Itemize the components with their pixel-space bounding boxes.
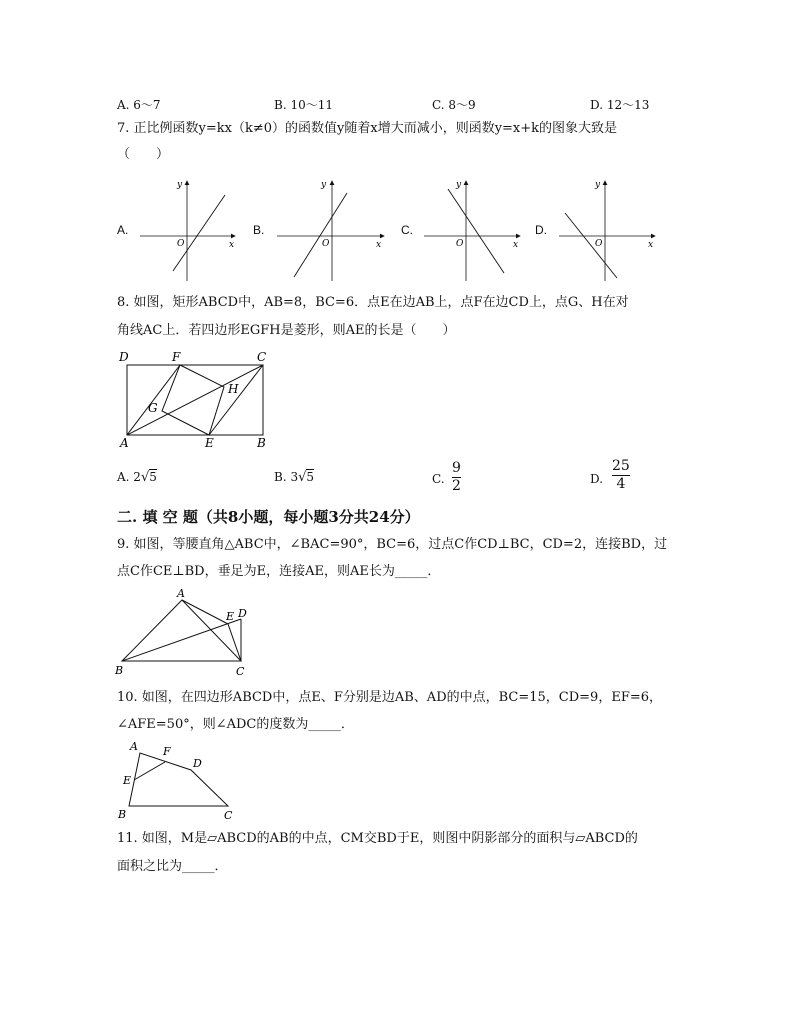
q7-graph-c — [420, 175, 525, 285]
label-c: C — [236, 665, 245, 678]
function-line — [173, 195, 225, 271]
q8-figure-rectangle — [115, 348, 280, 450]
label-b: B — [115, 664, 124, 677]
segment-ec — [209, 365, 263, 435]
q9-stem-line2: 点C作CE⊥BD，垂足为E，连接AE，则AE长为_____． — [117, 564, 441, 579]
q8-option-d-prefix: D. — [590, 472, 604, 486]
label-d: D — [119, 350, 129, 364]
label-h: H — [228, 382, 239, 396]
quadrilateral-abcd — [129, 753, 228, 806]
rhombus-egfh — [162, 365, 224, 435]
q7-stem-line1: 7. 正比例函数y=kx（k≠0）的函数值y随着x增大而减小，则函数y=x+k的图象大致是 — [117, 121, 618, 136]
origin-label: O — [322, 239, 330, 249]
q8-option-b-radicand: 5 — [306, 470, 315, 484]
origin-label: O — [177, 239, 185, 249]
q7-graph-label-d: D. — [535, 223, 547, 237]
q6-option-c: C. 8～9 — [432, 98, 476, 112]
sqrt-icon: √ — [140, 470, 150, 485]
label-f: F — [163, 745, 171, 758]
label-a: A — [130, 740, 138, 753]
y-axis-label: y — [595, 180, 601, 190]
q8-stem-line1: 8. 如图，矩形ABCD中，AB=8，BC=6．点E在边AB上，点F在边CD上，点G、H在对 — [117, 295, 629, 310]
q7-graph-label-b: B. — [253, 223, 265, 237]
fraction-denominator: 4 — [616, 476, 626, 492]
q11-stem-line1: 11. 如图，M是▱ABCD的AB的中点，CM交BD于E，则图中阴影部分的面积与▱ABCD的 — [117, 831, 638, 846]
q7-graph-label-a: A. — [117, 223, 129, 237]
q6-option-d: D. 12～13 — [590, 98, 650, 112]
label-f: F — [172, 350, 181, 364]
label-d: D — [238, 607, 247, 620]
y-axis-label: y — [321, 180, 327, 190]
q7-graph-a — [135, 175, 245, 285]
q8-option-c-fraction — [452, 461, 461, 494]
label-e: E — [226, 610, 235, 623]
label-g: G — [148, 401, 158, 415]
function-line — [565, 213, 617, 278]
segment-ae — [182, 600, 228, 624]
label-d: D — [193, 757, 202, 770]
segment-bd — [122, 619, 241, 661]
q6-option-b: B. 10～11 — [274, 98, 333, 112]
label-e: E — [123, 774, 132, 787]
origin-label: O — [456, 239, 464, 249]
label-a: A — [177, 587, 185, 600]
section-heading-fill-in: 二. 填 空 题（共8小题，每小题3分共24分） — [117, 508, 420, 526]
q10-stem-line1: 10. 如图，在四边形ABCD中，点E、F分别是边AB、AD的中点，BC=15，CD=9，EF=6， — [117, 690, 663, 705]
label-c: C — [257, 350, 267, 364]
q10-stem-line2: ∠AFE=50°，则∠ADC的度数为_____． — [117, 717, 354, 732]
q7-stem-line2: （ ） — [117, 147, 170, 162]
fraction-numerator: 25 — [612, 458, 630, 474]
y-axis-label: y — [456, 180, 462, 190]
label-c: C — [224, 809, 233, 822]
function-line — [294, 193, 347, 277]
q9-stem-line1: 9. 如图，等腰直角△ABC中，∠BAC=90°，BC=6，过点C作CD⊥BC，CD=2，连接BD，过 — [117, 537, 668, 552]
x-axis-label: x — [513, 240, 519, 250]
q8-option-b — [274, 470, 314, 485]
q11-stem-line2: 面积之比为_____． — [117, 859, 228, 874]
label-b: B — [257, 436, 266, 450]
x-axis-label: x — [648, 240, 654, 250]
q6-option-a: A. 6～7 — [117, 98, 161, 112]
label-a: A — [120, 436, 129, 450]
diagonal-ac — [127, 365, 263, 435]
origin-label: O — [595, 239, 603, 249]
sqrt-icon: √ — [298, 470, 307, 485]
q8-option-a-prefix: A. 2 — [117, 470, 141, 484]
x-axis-label: x — [229, 240, 235, 250]
q7-graph-b — [272, 175, 387, 285]
segment-af — [127, 365, 180, 435]
q8-option-a — [117, 470, 157, 485]
x-axis-label: x — [376, 240, 382, 250]
q8-stem-line2: 角线AC上．若四边形EGFH是菱形，则AE的长是（ ） — [117, 323, 456, 338]
segment-ce — [228, 624, 241, 661]
q7-graph-d — [555, 175, 660, 285]
q8-option-d-fraction — [612, 459, 630, 492]
q8-option-c-prefix: C. — [432, 472, 445, 486]
q10-figure-quadrilateral — [113, 738, 243, 823]
q9-figure-triangle — [113, 585, 258, 678]
q8-option-a-radicand: 5 — [149, 470, 157, 484]
segment-ef — [134, 762, 165, 780]
q7-graph-label-c: C. — [401, 223, 413, 237]
label-e: E — [205, 436, 214, 450]
triangle-abc — [122, 600, 241, 661]
label-b: B — [118, 808, 127, 821]
function-line — [448, 189, 504, 273]
q8-option-b-prefix: B. 3 — [274, 470, 299, 484]
y-axis-label: y — [177, 180, 183, 190]
fraction-numerator: 9 — [452, 460, 461, 476]
fraction-denominator: 2 — [452, 478, 461, 494]
